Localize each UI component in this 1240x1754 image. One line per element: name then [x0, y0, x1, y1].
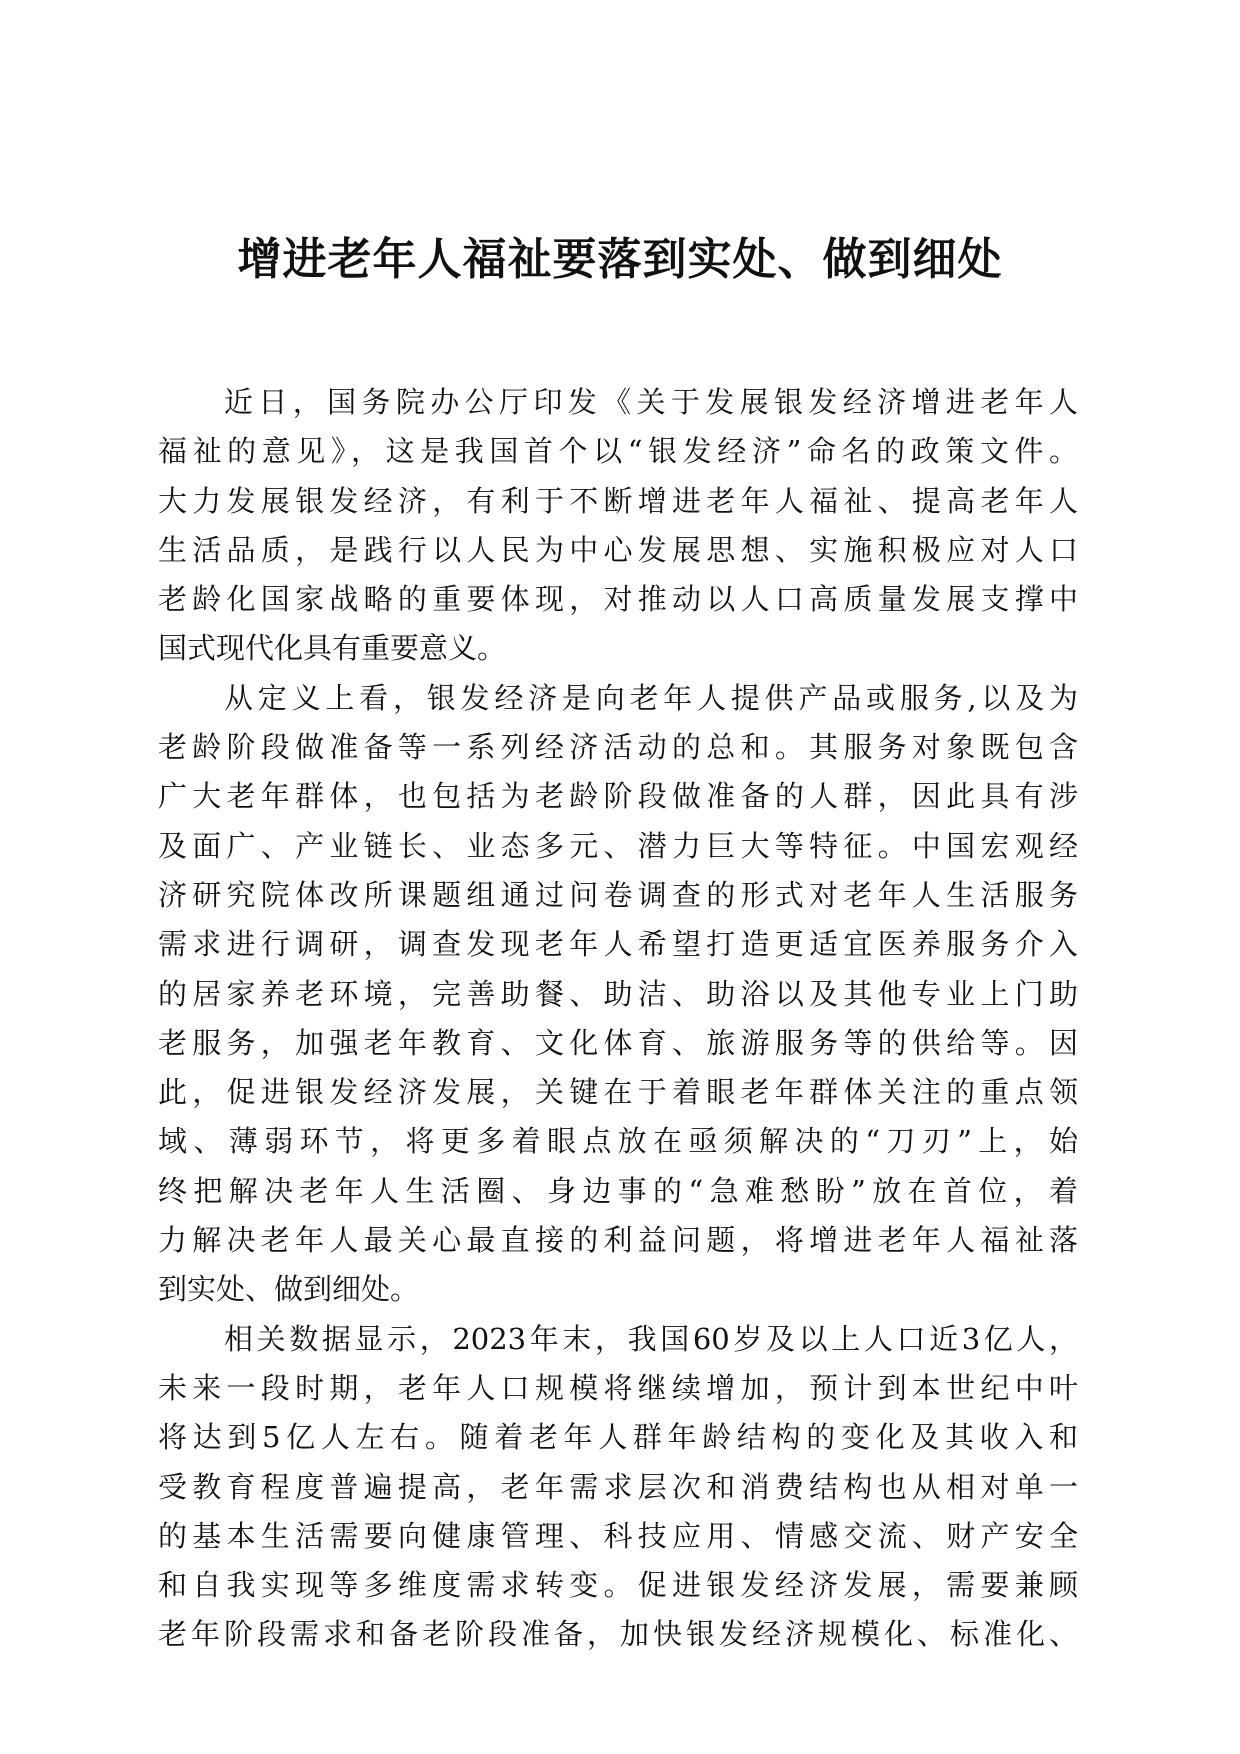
page-title: 增进老年人福祉要落到实处、做到细处: [237, 234, 1003, 285]
paragraph: [158, 1315, 1078, 1660]
text-line: 受教育程度普遍提高，老年需求层次和消费结构也从相对单一: [158, 1469, 1078, 1504]
document-body: [158, 378, 1078, 1660]
text-line: 国式现代化具有重要意义。: [158, 631, 507, 666]
text-line: 济研究院体改所课题组通过问卷调查的形式对老年人生活服务: [158, 877, 1078, 912]
text-line: 老龄化国家战略的重要体现，对推动以人口高质量发展支撑中: [158, 582, 1078, 617]
text-line: 老龄阶段做准备等一系列经济活动的总和。其服务对象既包含: [158, 730, 1078, 765]
text-line: 力解决老年人最关心最直接的利益问题，将增进老年人福祉落: [158, 1223, 1078, 1258]
text-line: 及面广、产业链长、业态多元、潜力巨大等特征。中国宏观经: [158, 828, 1078, 863]
text-line: 的居家养老环境，完善助餐、助洁、助浴以及其他专业上门助: [158, 976, 1078, 1011]
text-line: 的基本生活需要向健康管理、科技应用、情感交流、财产安全: [158, 1518, 1078, 1553]
text-line: 需求进行调研，调查发现老年人希望打造更适宜医养服务介入: [158, 927, 1078, 962]
text-line: 域、薄弱环节，将更多着眼点放在亟须解决的“刀刃”上，始: [158, 1124, 1078, 1159]
paragraph: [158, 674, 1078, 1315]
text-line: 老年阶段需求和备老阶段准备，加快银发经济规模化、标准化、: [158, 1617, 1078, 1652]
text-line: 相关数据显示，2023年末，我国60岁及以上人口近3亿人，: [224, 1321, 1078, 1356]
text-line: 老服务，加强老年教育、文化体育、旅游服务等的供给等。因: [158, 1025, 1078, 1060]
text-line: 此，促进银发经济发展，关键在于着眼老年群体关注的重点领: [158, 1075, 1078, 1110]
text-line: 生活品质，是践行以人民为中心发展思想、实施积极应对人口: [158, 532, 1078, 567]
text-line: 广大老年群体，也包括为老龄阶段做准备的人群，因此具有涉: [158, 779, 1078, 814]
text-line: 将达到5亿人左右。随着老年人群年龄结构的变化及其收入和: [158, 1420, 1078, 1455]
paragraph: [158, 378, 1078, 674]
text-line: 大力发展银发经济，有利于不断增进老年人福祉、提高老年人: [158, 483, 1078, 518]
text-line: 到实处、做到细处。: [158, 1272, 420, 1307]
text-line: 终把解决老年人生活圈、身边事的“急难愁盼”放在首位，着: [158, 1173, 1078, 1208]
text-line: 福祉的意见》，这是我国首个以“银发经济”命名的政策文件。: [158, 434, 1078, 469]
text-line: 和自我实现等多维度需求转变。促进银发经济发展，需要兼顾: [158, 1568, 1078, 1603]
text-line: 未来一段时期，老年人口规模将继续增加，预计到本世纪中叶: [158, 1370, 1078, 1405]
text-line: 近日，国务院办公厅印发《关于发展银发经济增进老年人: [224, 385, 1078, 419]
text-line: 从定义上看，银发经济是向老年人提供产品或服务,以及为: [224, 680, 1078, 715]
